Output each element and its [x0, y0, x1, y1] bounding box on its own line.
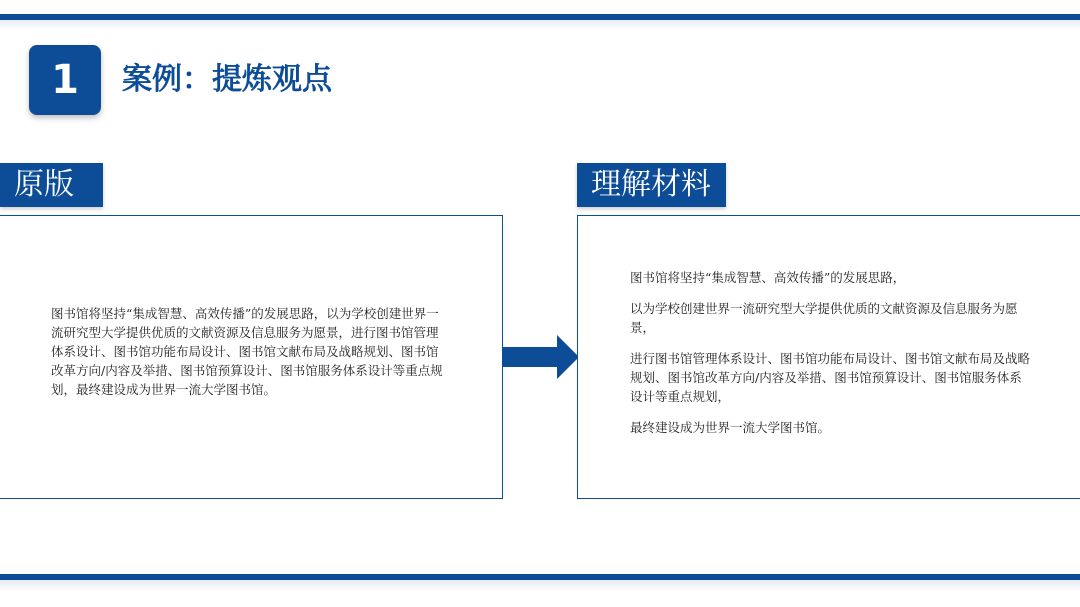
section-number-badge: 1: [29, 45, 101, 115]
original-text-panel: [0, 215, 503, 499]
understanding-text: [630, 268, 1030, 449]
understanding-label-tag: 理解材料: [577, 163, 726, 207]
original-text: 图书馆将坚持“集成智慧、高效传播”的发展思路，以为学校创建世界一流研究型大学提供优质的文献资源及信息服务为愿景，进行图书馆管理体系设计、图书馆功能布局设计、图书馆文献布局及战略规划、图书馆改革方向/内容及举措、图书馆预算设计、图书馆服务体系设计等重点规划，最终建设成为世界一流大学图书馆。: [51, 306, 443, 397]
understanding-paragraph: 进行图书馆管理体系设计、图书馆功能布局设计、图书馆文献布局及战略规划、图书馆改革方向/内容及举措、图书馆预算设计、图书馆服务体系设计等重点规划，: [630, 351, 1031, 404]
bottom-rule-shadow: [0, 580, 1080, 592]
understanding-paragraph: 以为学校创建世界一流研究型大学提供优质的文献资源及信息服务为愿景，: [630, 301, 1018, 335]
page-title: 案例：提炼观点: [122, 62, 332, 97]
top-rule-shadow: [0, 20, 1080, 30]
understanding-paragraph: 图书馆将坚持“集成智慧、高效传播”的发展思路，: [630, 270, 906, 285]
original-label-tag: 原版: [0, 163, 103, 207]
right-arrow-icon: [502, 335, 579, 379]
understanding-text-panel: [577, 215, 1080, 499]
understanding-paragraph: 最终建设成为世界一流大学图书馆。: [630, 420, 831, 435]
